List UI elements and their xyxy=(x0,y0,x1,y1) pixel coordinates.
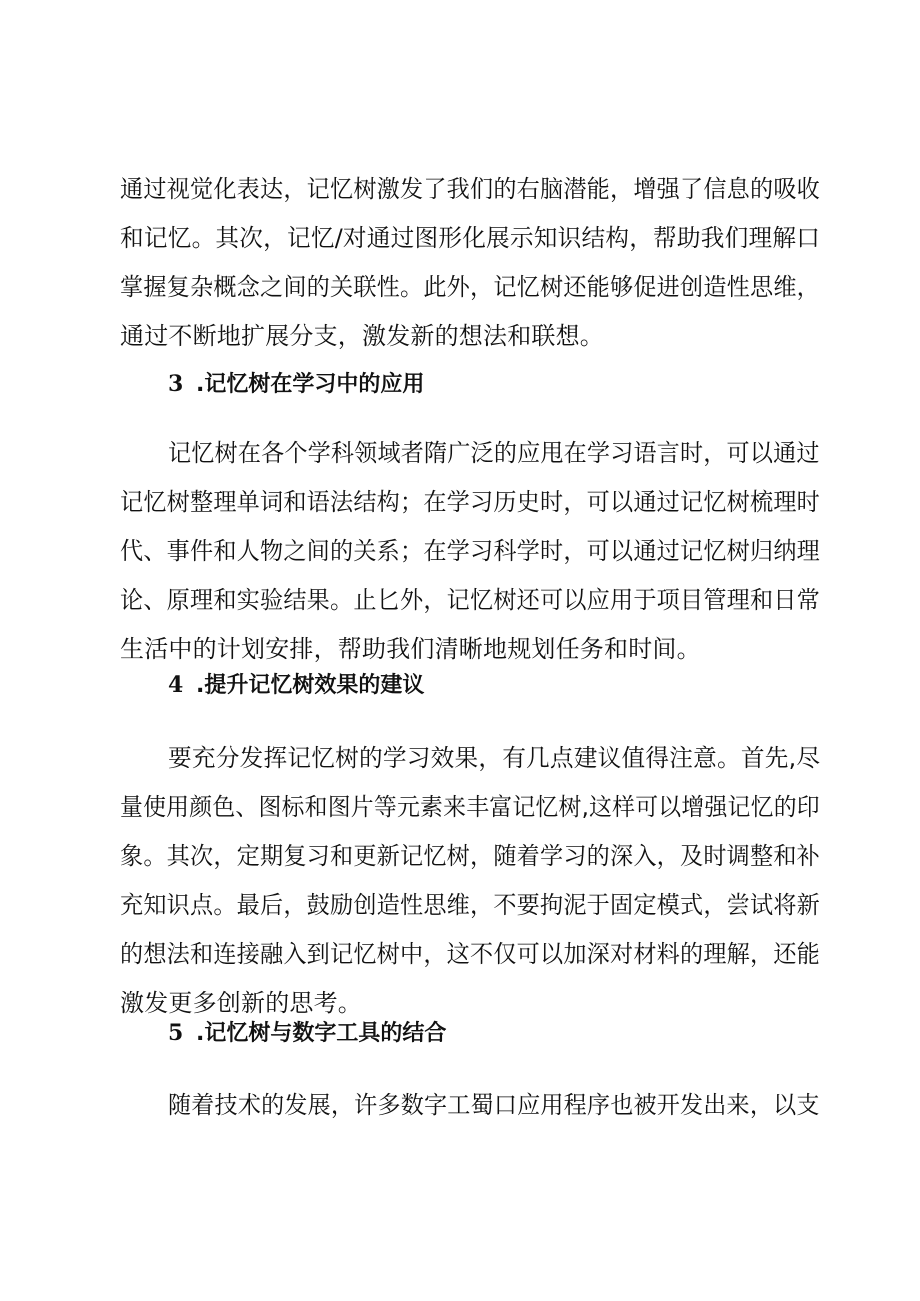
paragraph-line: 通过不断地扩展分支，激发新的想法和联想。 xyxy=(120,322,604,350)
paragraph-line: 生活中的计划安排，帮助我们清晰地规划任务和时间。 xyxy=(120,635,701,663)
section-heading-5 xyxy=(168,1016,446,1051)
paragraph-line: 和记忆。其次，记忆/对通过图形化展示知识结构，帮助我们理解口 xyxy=(120,224,821,252)
section-title: .提升记忆树效果的建议 xyxy=(196,673,425,698)
section-number: 5 xyxy=(168,1020,184,1046)
paragraph-line: 通过视觉化表达，记忆树激发了我们的右脑潜能，增强了信息的吸收 xyxy=(120,175,821,203)
paragraph-line: 随着技术的发展，许多数字工蜀口应用程序也被开发出来，以支 xyxy=(168,1091,820,1119)
paragraph-line: 充知识点。最后，鼓励创造性思维，不要拘泥于固定模式，尝试将新 xyxy=(120,891,821,919)
section-heading-3 xyxy=(168,367,424,402)
paragraph-line: 象。其次，定期复习和更新记忆树，随着学习的深入，及时调整和补 xyxy=(120,842,821,870)
section-number: 3 xyxy=(168,371,184,397)
paragraph-line: 记忆树整理单词和语法结构；在学习历史时，可以通过记忆树梳理时 xyxy=(120,488,821,516)
section-heading-4 xyxy=(168,668,424,703)
paragraph-line: 记忆树在各个学科领域者隋广泛的应甩在学习语言时，可以通过 xyxy=(168,439,820,467)
paragraph-line: 量使用颜色、图标和图片等元素来丰富记忆树,这样可以增强记忆的印 xyxy=(120,793,820,821)
paragraph-line: 论、原理和实验结果。止匕外，记忆树还可以应用于项目管理和日常 xyxy=(120,586,821,614)
section-title: .记忆树与数字工具的结合 xyxy=(196,1021,447,1046)
section-title: .记忆树在学习中的应用 xyxy=(196,372,425,397)
paragraph-line: 代、事件和人物之间的关系；在学习科学时，可以通过记忆树归纳理 xyxy=(120,537,821,565)
paragraph-line: 的想法和连接融入到记忆树中，这不仅可以加深对材料的理解，还能 xyxy=(120,940,821,968)
section-number: 4 xyxy=(168,672,184,698)
paragraph-line: 激发更多创新的思考。 xyxy=(120,989,362,1017)
paragraph-line: 掌握复杂概念之间的关联性。此外，记忆树还能够促进创造性思维， xyxy=(120,273,821,301)
paragraph-line: 要充分发挥记忆树的学习效果，有几点建议值得注意。首先,尽 xyxy=(168,744,821,772)
